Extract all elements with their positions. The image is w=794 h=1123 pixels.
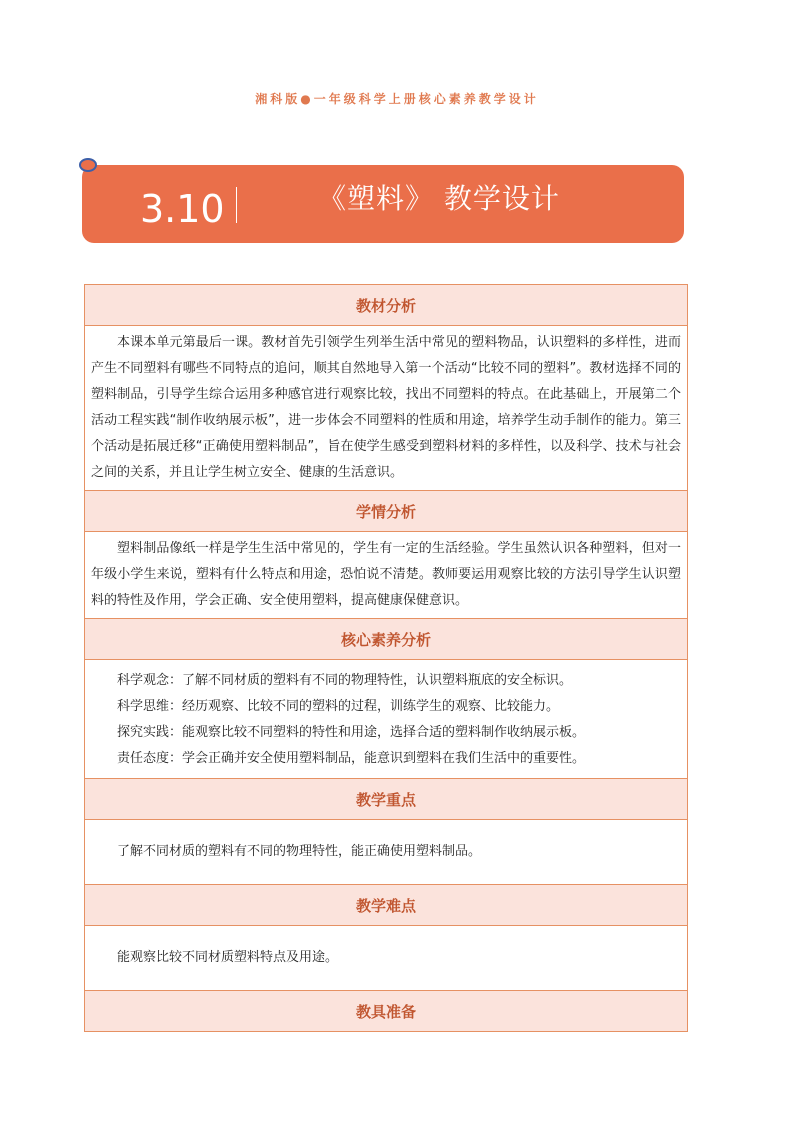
lesson-plan-table [84, 284, 688, 1032]
section-header-difficulties [85, 885, 688, 926]
section-header-materials [85, 991, 688, 1032]
textbook-analysis-text: 本课本单元第最后一课。教材首先引领学生列举生活中常见的塑料物品，认识塑料的多样性，进而产生不同塑料有哪些不同特点的追问，顺其自然地导入第一个活动“比较不同的塑料”。教材选择不同的塑料制品，引导学生综合运用多种感官进行观察比较，找出不同塑料的特点。在此基础上，开展第二个活动工程实践“制作收纳展示板”，进一步体会不同塑料的性质和用途，培养学生动手制作的能力。第三个活动是拓展迁移“正确使用塑料制品”，旨在使学生感受到塑料材料的多样性，以及科学、技术与社会之间的关系，并且让学生树立安全、健康的生活意识。 [91, 335, 681, 480]
section-header-learners [85, 491, 688, 532]
section-heading: 教学重点 [85, 779, 688, 820]
section-heading: 教材分析 [85, 285, 688, 326]
learner-analysis-text: 塑料制品像纸一样是学生生活中常见的，学生有一定的生活经验。学生虽然认识各种塑料，但对一年级小学生来说，塑料有什么特点和用途，恐怕说不清楚。教师要运用观察比较的方法引导学生认识塑料的特性及作用，学会正确、安全使用塑料，提高健康保健意识。 [91, 541, 681, 608]
section-header-key-points [85, 779, 688, 820]
section-body-key-points [85, 820, 688, 885]
section-body-difficulties [85, 926, 688, 991]
literacy-line: 探究实践：能观察比较不同塑料的特性和用途，选择合适的塑料制作收纳展示板。 [117, 725, 586, 740]
section-heading: 教具准备 [85, 991, 688, 1032]
section-heading: 教学难点 [85, 885, 688, 926]
section-heading: 核心素养分析 [85, 619, 688, 660]
literacy-line: 责任态度：学会正确并安全使用塑料制品，能意识到塑料在我们生活中的重要性。 [117, 751, 586, 766]
title-divider [236, 187, 237, 223]
literacy-line: 科学思维：经历观察、比较不同的塑料的过程，训练学生的观察、比较能力。 [117, 699, 560, 714]
running-header: 湘科版●一年级科学上册核心素养教学设计 [255, 92, 539, 106]
difficulties-text: 能观察比较不同材质塑料特点及用途。 [117, 950, 339, 965]
literacy-line: 科学观念：了解不同材质的塑料有不同的物理特性，认识塑料瓶底的安全标识。 [117, 673, 573, 688]
title-dot-decoration [79, 158, 97, 172]
section-heading: 学情分析 [85, 491, 688, 532]
title-banner [82, 165, 684, 243]
section-body-literacy [85, 660, 688, 779]
section-body-learners [85, 532, 688, 619]
section-body-textbook [85, 326, 688, 491]
key-points-text: 了解不同材质的塑料有不同的物理特性，能正确使用塑料制品。 [117, 844, 482, 859]
lesson-number: 3.10 [140, 187, 225, 231]
lesson-title: 《塑料》 教学设计 [318, 182, 560, 215]
section-header-literacy [85, 619, 688, 660]
section-header-textbook [85, 285, 688, 326]
